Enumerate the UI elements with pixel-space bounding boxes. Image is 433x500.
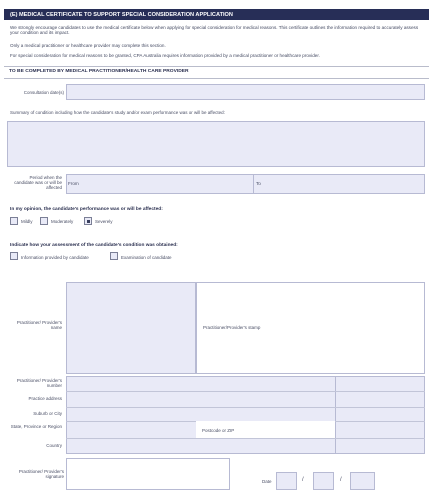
consultation-date-input[interactable] [66, 84, 425, 100]
period-to-label: To [256, 181, 261, 186]
severely-label: Severely [95, 219, 113, 224]
form-section-header: (E) MEDICAL CERTIFICATE TO SUPPORT SPECIAL CONSIDERATION APPLICATION [4, 9, 429, 20]
period-from-label: From [68, 181, 79, 186]
intro-paragraph-2: Only a medical practitioner or healthcare provider may complete this section. [10, 43, 166, 48]
country-input[interactable] [68, 440, 333, 452]
consultation-date-label: Consultation date(s) [23, 90, 64, 95]
info-candidate-label: Information provided by candidate [21, 255, 89, 260]
date-separator: / [302, 477, 304, 483]
performance-question: In my opinion, the candidate's performance was or will be affected: [10, 207, 163, 212]
intro-paragraph-1: We strongly encourage candidates to use the medical certificate below when applying for special consideration for medical reasons. This certificate outlines the information required to accurately assess your condition and its impact. [10, 25, 419, 36]
grid-column-divider [335, 376, 336, 454]
practice-address-label: Practice address [28, 396, 62, 401]
examination-checkbox[interactable] [110, 252, 118, 260]
severely-checkbox[interactable] [84, 217, 92, 225]
country-label: Country [46, 443, 62, 448]
provider-number-input[interactable] [68, 378, 333, 390]
date-day-input[interactable] [276, 472, 297, 490]
postcode-label: Postcode or ZIP [202, 428, 235, 433]
mildly-label: Mildly [21, 219, 33, 224]
mildly-checkbox[interactable] [10, 217, 18, 225]
moderately-checkbox[interactable] [40, 217, 48, 225]
date-month-input[interactable] [313, 472, 334, 490]
signature-label: Practitioner/ Provider's signature [18, 469, 64, 480]
date-separator: / [340, 477, 342, 483]
grid-line [66, 391, 425, 392]
moderately-label: Moderately [51, 219, 74, 224]
state-label: State, Province or Region [10, 424, 62, 429]
provider-stamp-label: Practitioner/Provider's stamp [203, 325, 261, 330]
section-title: TO BE COMPLETED BY MEDICAL PRACTITIONER/HEALTH CARE PROVIDER [9, 69, 189, 74]
assessment-question: Indicate how your assessment of the candidate's condition was obtained: [10, 243, 178, 248]
intro-paragraph-3: For special consideration for medical reasons to be granted, CPA Australia requires information provided by a medical practitioner or healthcare provider. [10, 53, 320, 58]
date-label: Date [262, 479, 272, 484]
divider [4, 78, 429, 79]
signature-box[interactable] [66, 458, 230, 490]
summary-label: Summary of condition including how the candidate's study and/or exam performance was or will be affected: [10, 110, 225, 115]
provider-name-input[interactable] [66, 282, 196, 374]
provider-number-label: Practitioner/ Provider's number [16, 378, 62, 389]
suburb-input[interactable] [68, 409, 333, 420]
period-to-input[interactable] [262, 176, 422, 192]
info-candidate-checkbox[interactable] [10, 252, 18, 260]
practice-address-input[interactable] [68, 393, 333, 405]
provider-name-label: Practitioner/ Provider's name [16, 320, 62, 331]
suburb-label: Suburb or City [33, 411, 62, 416]
examination-label: Examination of candidate [121, 255, 172, 260]
state-input[interactable] [68, 423, 196, 437]
summary-textarea[interactable] [7, 121, 425, 167]
divider [4, 66, 429, 67]
grid-line [66, 407, 425, 408]
period-label: Period when the candidate was or will be affected [14, 175, 62, 191]
period-from-input[interactable] [70, 176, 250, 192]
date-year-input[interactable] [350, 472, 375, 490]
grid-line [66, 438, 425, 439]
period-divider [253, 174, 254, 194]
